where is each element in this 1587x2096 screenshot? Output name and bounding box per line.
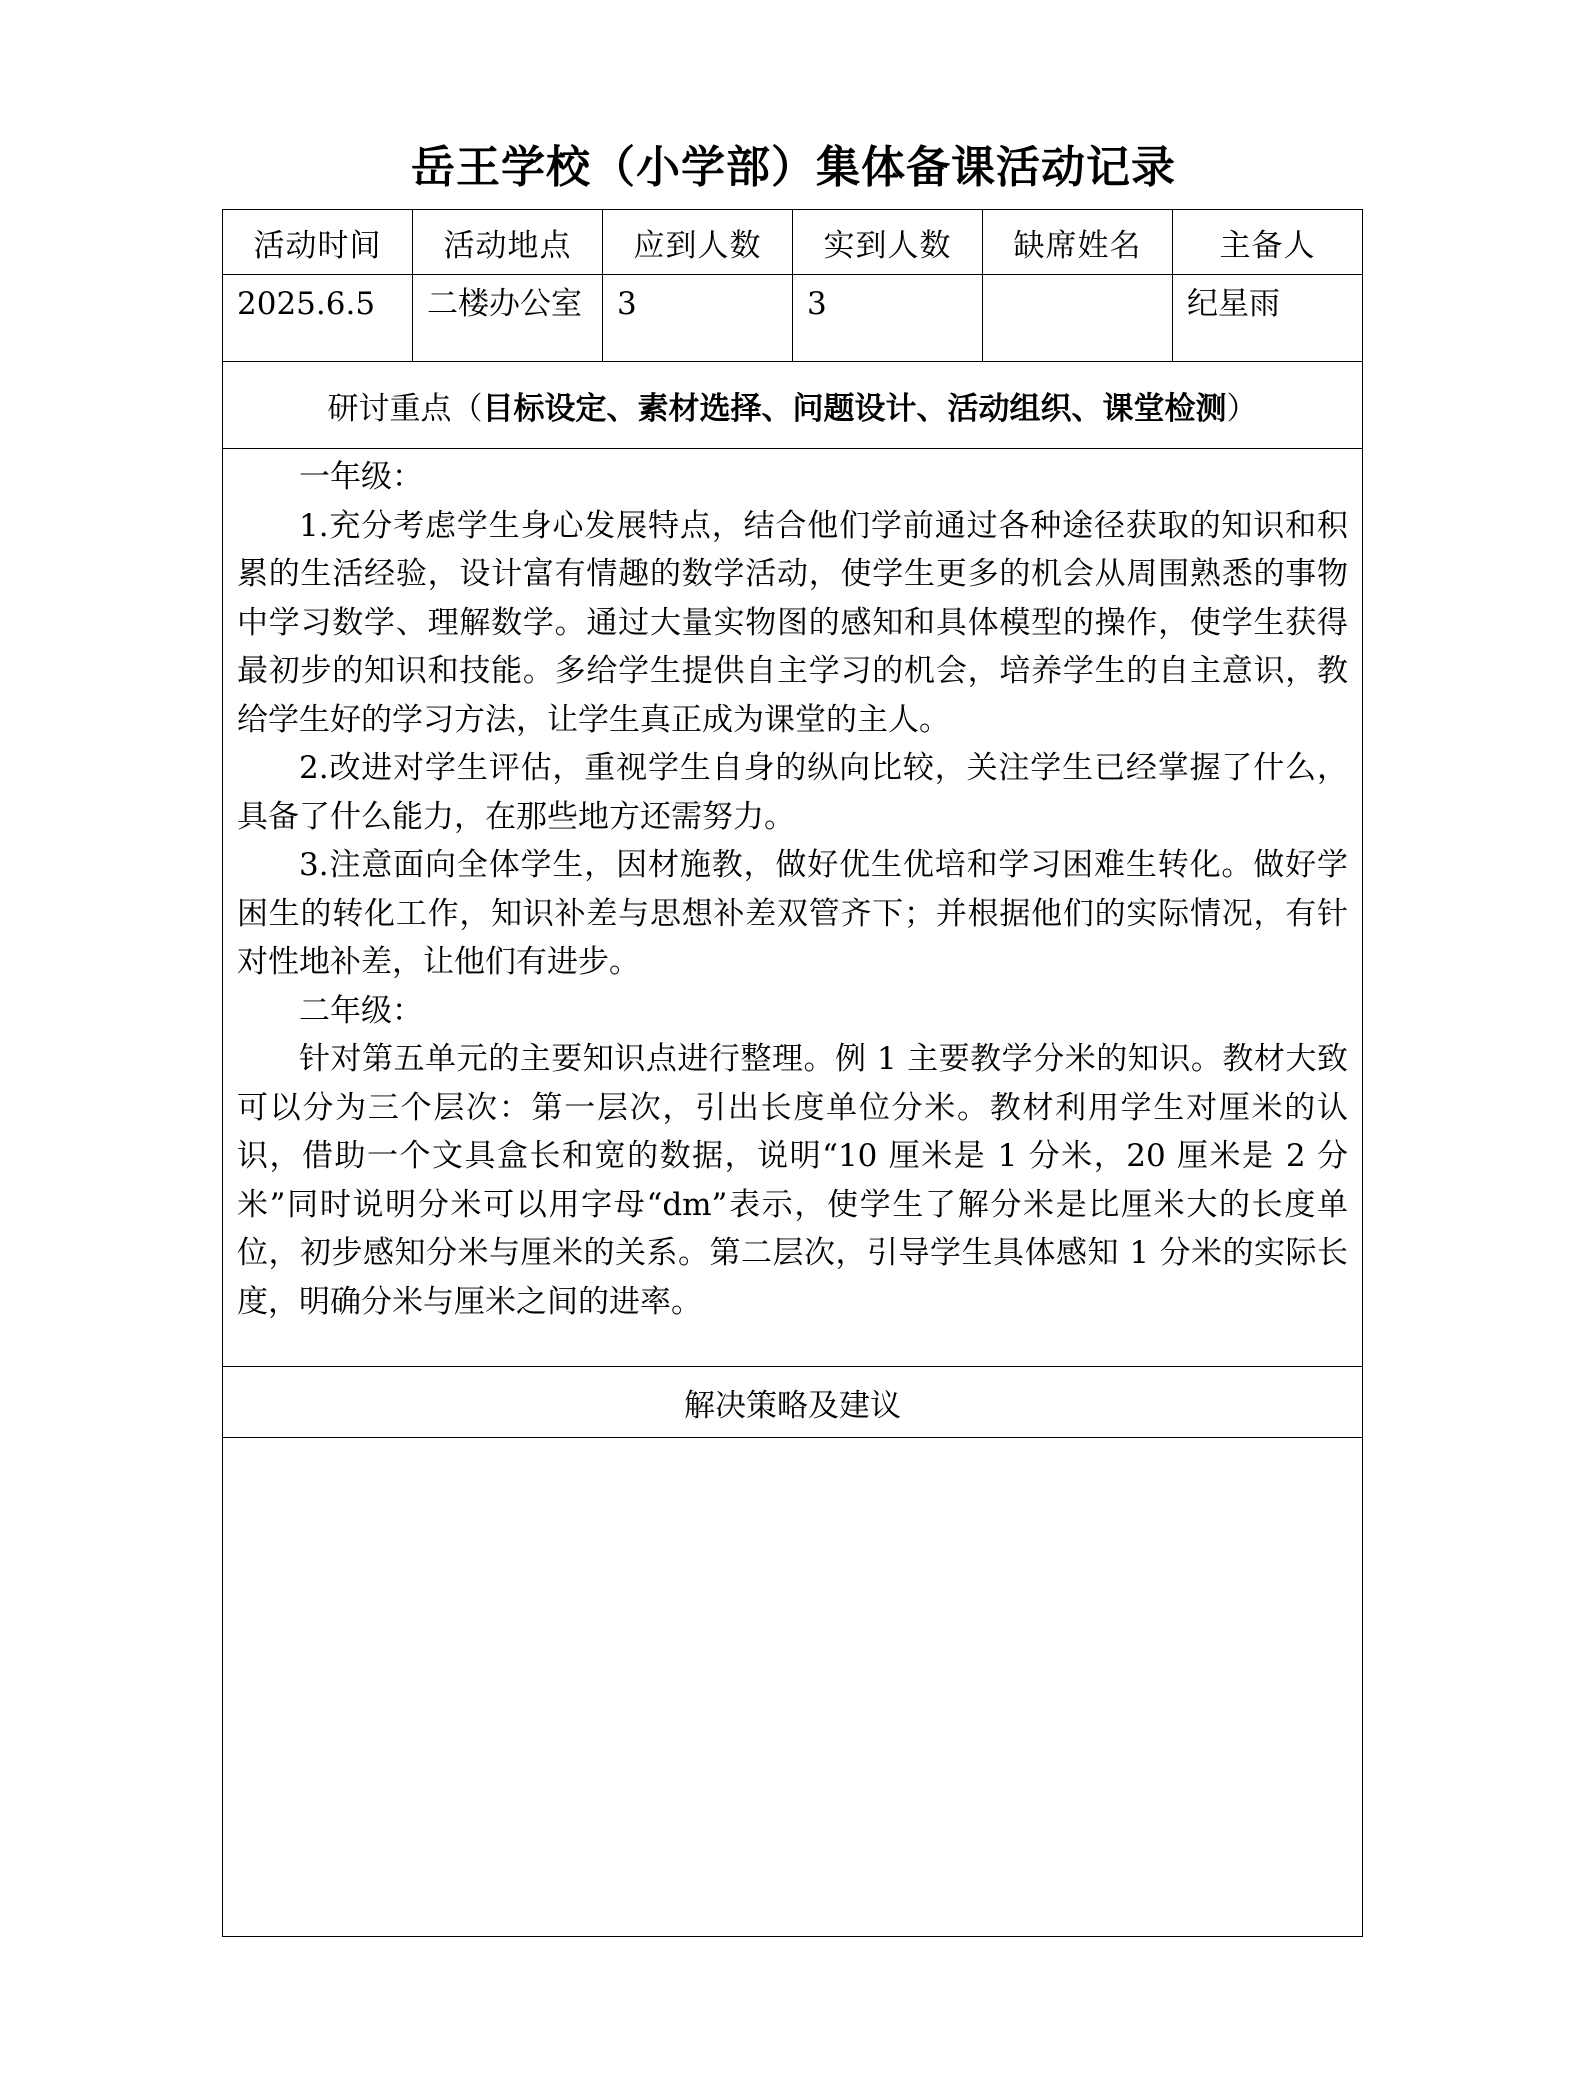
solutions-content-row xyxy=(223,1438,1363,1937)
grade-two-content: 针对第五单元的主要知识点进行整理。例 1 主要教学分米的知识。教材大致可以分为三个层次：第一层次，引出长度单位分米。教材利用学生对厘米的认识，借助一个文具盒长和宽的数据，说明“10 厘米是 1 分米，20 厘米是 2 分米”同时说明分米可以用字母“dm”表示，使学生了解分米是比厘米大的长度单位，初步感知分米与厘米的关系。第二层次，引导学生具体感知 1 分米的实际长度，明确分米与厘米之间的进率。 xyxy=(237,1041,1348,1320)
header-absent-names: 缺席姓名 xyxy=(983,210,1173,275)
value-activity-time: 2025.6.5 xyxy=(223,275,413,362)
solutions-content xyxy=(223,1438,1363,1937)
header-activity-time: 活动时间 xyxy=(223,210,413,275)
research-focus-label: 研讨重点（ xyxy=(327,390,483,427)
header-row xyxy=(223,210,1363,275)
value-expected-count: 3 xyxy=(603,275,793,362)
value-absent-names xyxy=(983,275,1173,362)
grade-one-point-2: 2.改进对学生评估，重视学生自身的纵向比较，关注学生已经掌握了什么，具备了什么能力，在那些地方还需努力。 xyxy=(237,750,1348,835)
research-focus-content xyxy=(223,449,1363,1367)
research-focus-title-row xyxy=(223,362,1363,449)
value-actual-count: 3 xyxy=(793,275,983,362)
value-lead-preparer: 纪星雨 xyxy=(1173,275,1363,362)
solutions-title-row xyxy=(223,1367,1363,1438)
grade-one-point-3: 3.注意面向全体学生，因材施教，做好优生优培和学习困难生转化。做好学困生的转化工作，知识补差与思想补差双管齐下；并根据他们的实际情况，有针对性地补差，让他们有进步。 xyxy=(237,847,1348,980)
header-lead-preparer: 主备人 xyxy=(1173,210,1363,275)
grade-one-point-1: 1.充分考虑学生身心发展特点，结合他们学前通过各种途径获取的知识和积累的生活经验，设计富有情趣的数学活动，使学生更多的机会从周围熟悉的事物中学习数学、理解数学。通过大量实物图的感知和具体模型的操作，使学生获得最初步的知识和技能。多给学生提供自主学习的机会，培养学生的自主意识，教给学生好的学习方法，让学生真正成为课堂的主人。 xyxy=(237,507,1348,738)
research-focus-label-close: ） xyxy=(1226,390,1258,427)
header-activity-location: 活动地点 xyxy=(413,210,603,275)
research-focus-topics: 目标设定、素材选择、问题设计、活动组织、课堂检测 xyxy=(482,390,1227,427)
grade-one-heading: 一年级： xyxy=(299,459,423,495)
grade-two-heading: 二年级： xyxy=(299,992,423,1029)
header-actual-count: 实到人数 xyxy=(793,210,983,275)
document-title: 岳王学校（小学部）集体备课活动记录 xyxy=(411,142,1176,193)
value-activity-location: 二楼办公室 xyxy=(413,275,603,362)
solutions-title: 解决策略及建议 xyxy=(223,1367,1363,1438)
header-expected-count: 应到人数 xyxy=(603,210,793,275)
value-row xyxy=(223,275,1363,362)
activity-record-table xyxy=(222,209,1363,1937)
research-focus-title xyxy=(223,362,1363,449)
research-focus-content-row xyxy=(223,449,1363,1367)
